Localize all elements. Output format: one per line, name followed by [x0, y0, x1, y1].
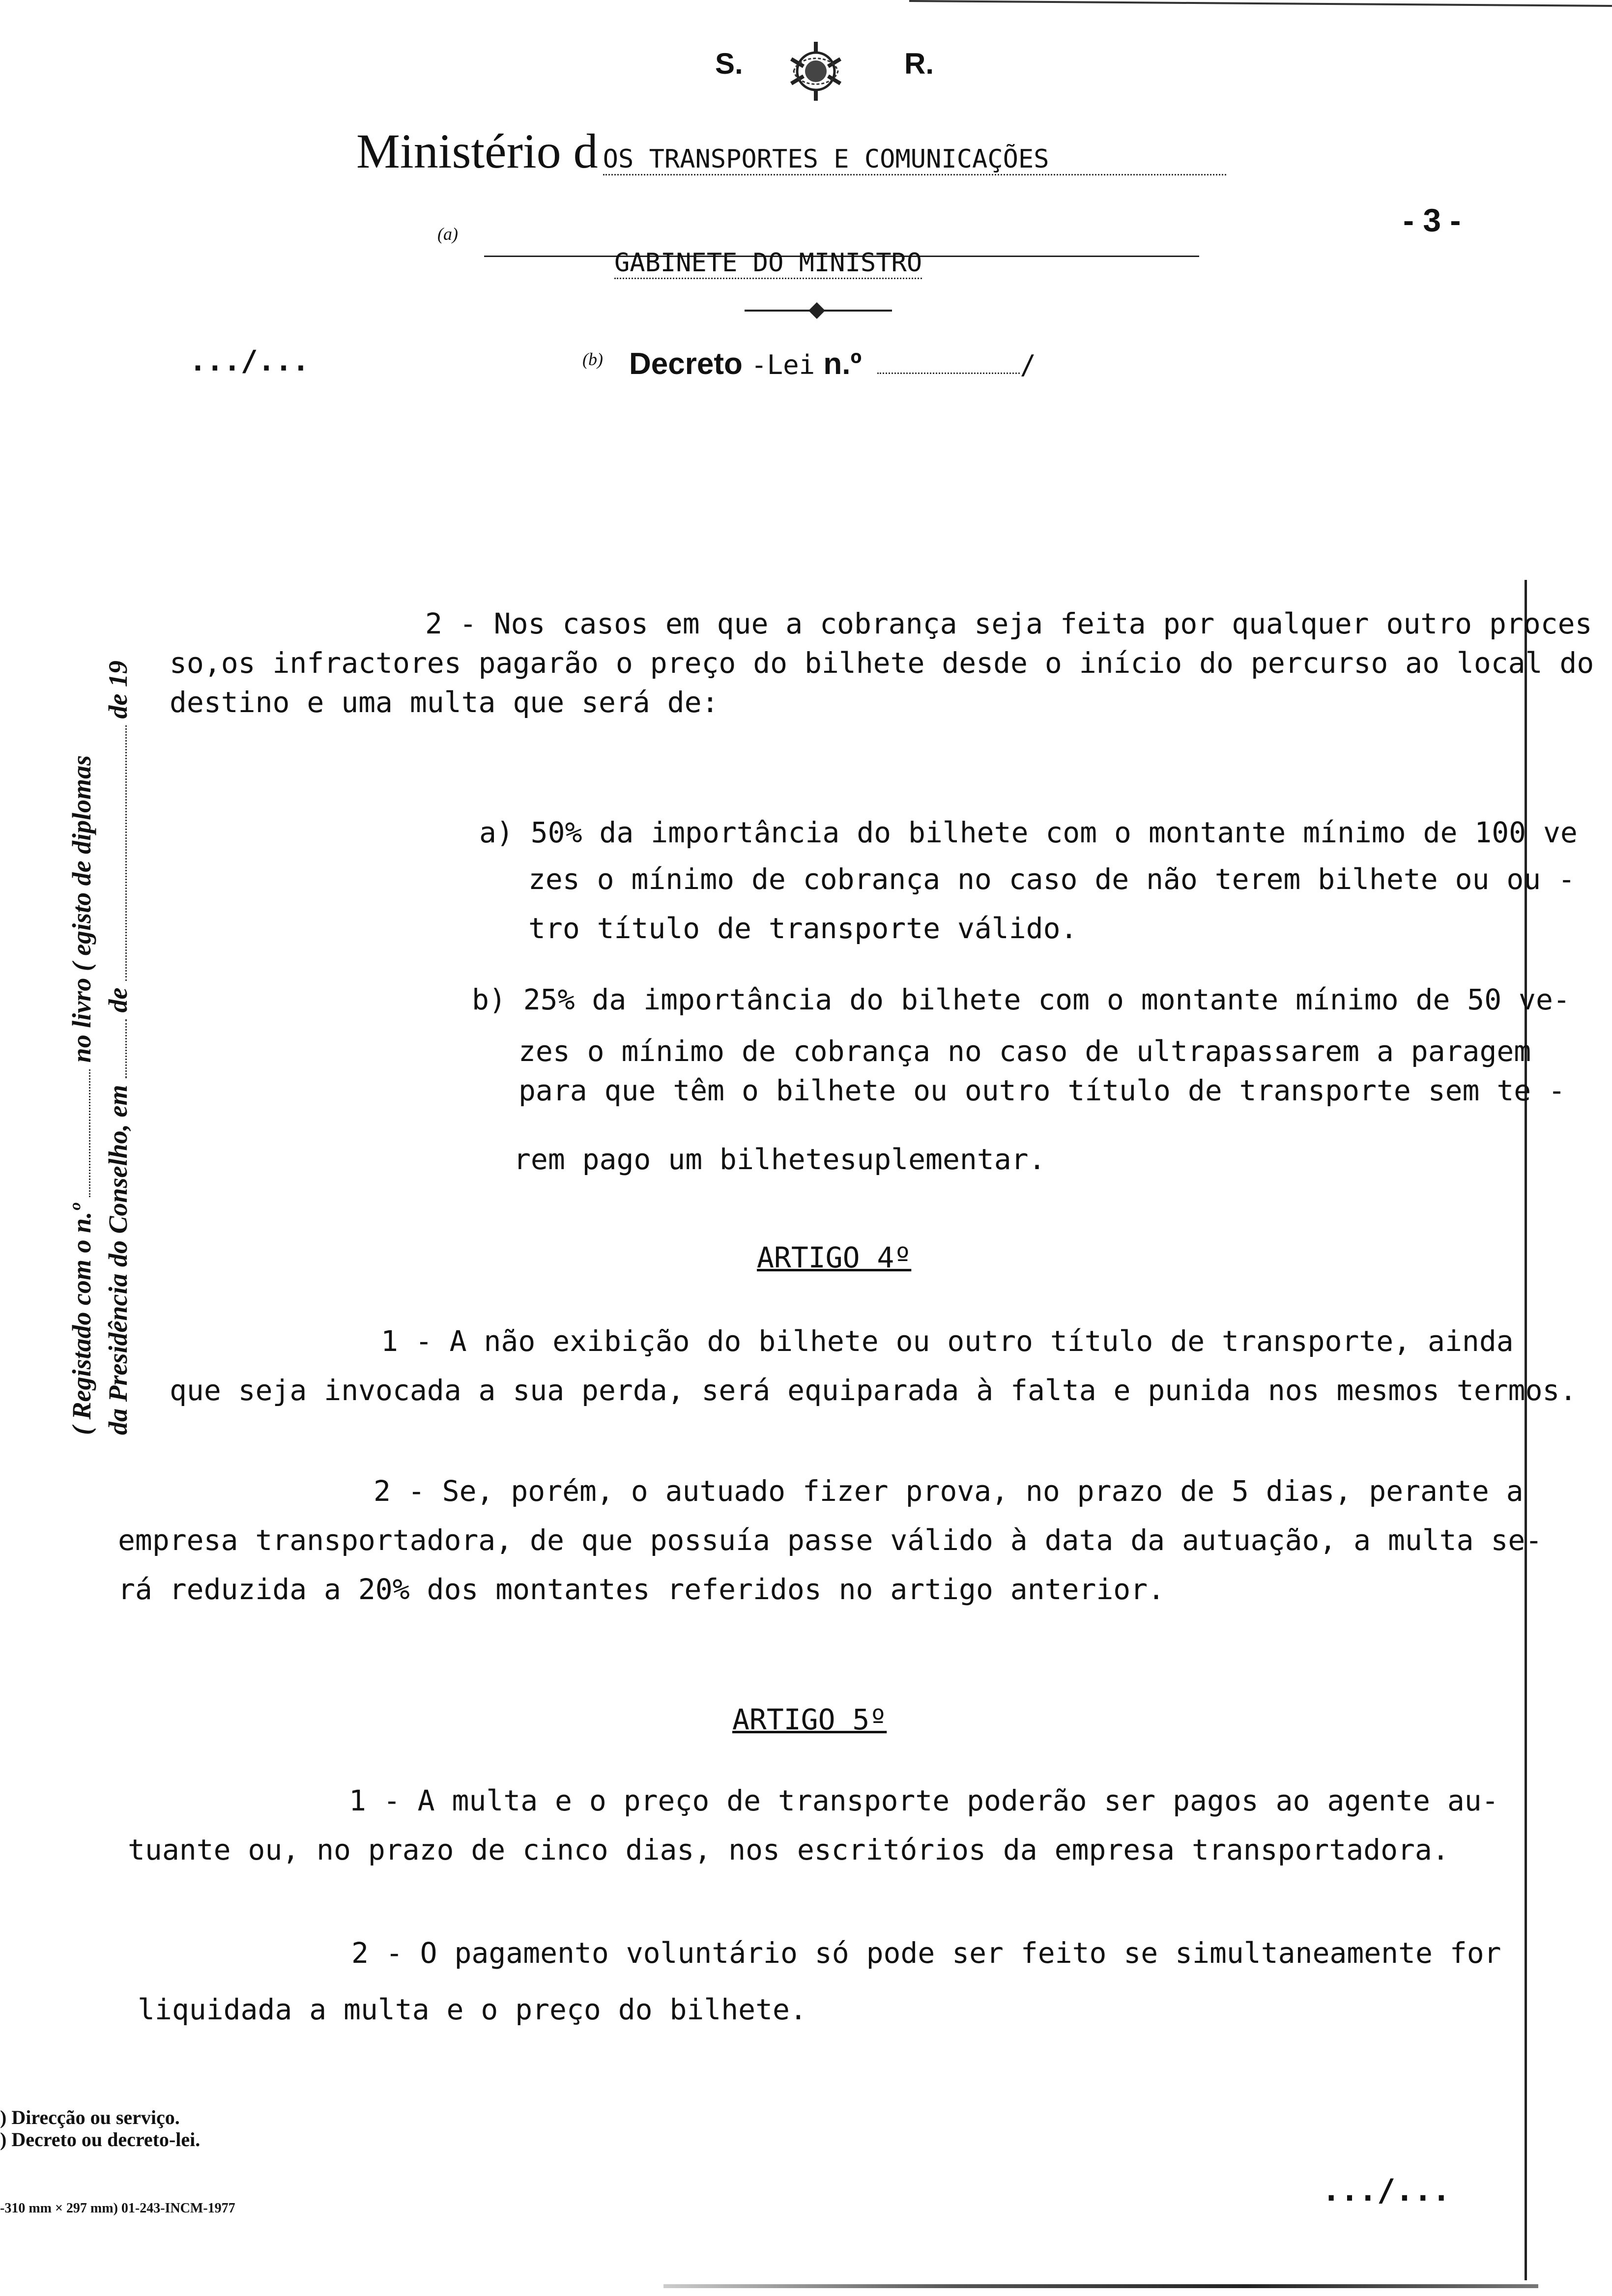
margin-registration-note: [66, 660, 133, 1435]
margin-registado: Registado com o n.º: [67, 1204, 96, 1420]
margin-livro: no livro: [67, 977, 96, 1063]
item-b-line4: rem pago um bilhetesuplementar.: [514, 1143, 1046, 1176]
margin-blank-number: [89, 1069, 90, 1197]
footnote-a: ) Direcção ou serviço.: [0, 2106, 180, 2128]
continued-marker-top: .../...: [189, 344, 310, 377]
decree-n: n.º: [823, 347, 862, 381]
margin-registo: egisto de diplomas: [67, 755, 96, 956]
decree-line: [629, 346, 1036, 381]
margin-line-2: [103, 660, 133, 1435]
marker-a: (a): [437, 224, 458, 244]
page-number: - 3 -: [1403, 202, 1461, 238]
para2-line2: so,os infractores pagarão o preço do bilhete desde o início do percurso ao local do: [170, 646, 1594, 680]
margin-blank-month: [125, 725, 127, 981]
article-5-heading: ARTIGO 5º: [732, 1703, 887, 1736]
item-a-line3: tro título de transporte válido.: [528, 912, 1078, 945]
item-a-line1: a) 50% da importância do bilhete com o montante mínimo de 100 ve: [479, 816, 1578, 849]
art4-p2-line3: rá reduzida a 20% dos montantes referidos no artigo anterior.: [118, 1573, 1165, 1606]
coat-of-arms-icon: [784, 39, 848, 103]
art4-p2-line1: 2 - Se, porém, o autuado fizer prova, no prazo de 5 dias, perante a: [374, 1474, 1524, 1508]
art4-p1-line1: 1 - A não exibição do bilhete ou outro título de transporte, ainda: [381, 1324, 1514, 1358]
bottom-scan-streak: [663, 2284, 1538, 2288]
continued-marker-bottom: .../...: [1322, 2172, 1451, 2208]
margin-paren-2: (: [67, 962, 96, 972]
marker-b: (b): [582, 349, 603, 369]
art5-p2-line1: 2 - O pagamento voluntário só pode ser feito se simultaneamente for: [351, 1936, 1501, 1970]
print-code: -310 mm × 297 mm) 01-243-INCM-1977: [0, 2201, 235, 2216]
margin-blank-day: [125, 1019, 127, 1078]
ministry-title-rest: OS TRANSPORTES E COMUNICAÇÕES: [603, 144, 1226, 175]
ministry-title-lead: Ministério d: [356, 124, 598, 178]
item-b-line1: b) 25% da importância do bilhete com o montante mínimo de 50 ve-: [472, 983, 1570, 1016]
article-4-heading: ARTIGO 4º: [757, 1241, 912, 1274]
art4-p1-line2: que seja invocada a sua perda, será equiparada à falta e punida nos mesmos termos.: [170, 1374, 1577, 1407]
ornament-diamond-icon: [808, 302, 825, 319]
art5-p1-line1: 1 - A multa e o preço de transporte poderão ser pagos ao agente au-: [349, 1784, 1499, 1817]
header-r-letter: R.: [904, 47, 934, 80]
para2-line3: destino e uma multa que será de:: [170, 686, 719, 719]
decree-lei: -Lei: [751, 349, 815, 380]
para2-line1: 2 - Nos casos em que a cobrança seja feita por qualquer outro proces: [425, 607, 1592, 640]
margin-paren: (: [67, 1426, 96, 1435]
margin-de1: de: [103, 987, 133, 1013]
item-b-line3: para que têm o bilhete ou outro título de transporte sem te -: [518, 1074, 1566, 1107]
top-edge-rule: [909, 0, 1612, 7]
item-a-line2: zes o mínimo de cobrança no caso de não terem bilhete ou ou -: [528, 862, 1576, 896]
art4-p2-line2: empresa transportadora, de que possuía passe válido à data da autuação, a multa se-: [118, 1523, 1543, 1557]
header-s-letter: S.: [715, 47, 743, 80]
decree-slash: /: [1020, 349, 1036, 380]
art5-p2-line2: liquidada a multa e o preço do bilhete.: [138, 1993, 807, 2026]
footnote-b: ) Decreto ou decreto-lei.: [0, 2128, 201, 2151]
item-b-line2: zes o mínimo de cobrança no caso de ultrapassarem a paragem: [518, 1034, 1531, 1068]
gabinete-text: GABINETE DO MINISTRO: [614, 248, 922, 279]
margin-line-1: [66, 660, 97, 1435]
margin-de2: de 19: [103, 660, 133, 719]
margin-presidencia: da Presidência do Conselho, em: [103, 1085, 133, 1435]
art5-p1-line2: tuante ou, no prazo de cinco dias, nos escritórios da empresa transportadora.: [128, 1833, 1449, 1866]
decree-label: Decreto: [629, 347, 743, 381]
decree-number-blank: [877, 373, 1020, 374]
ministry-title: [356, 123, 1226, 179]
